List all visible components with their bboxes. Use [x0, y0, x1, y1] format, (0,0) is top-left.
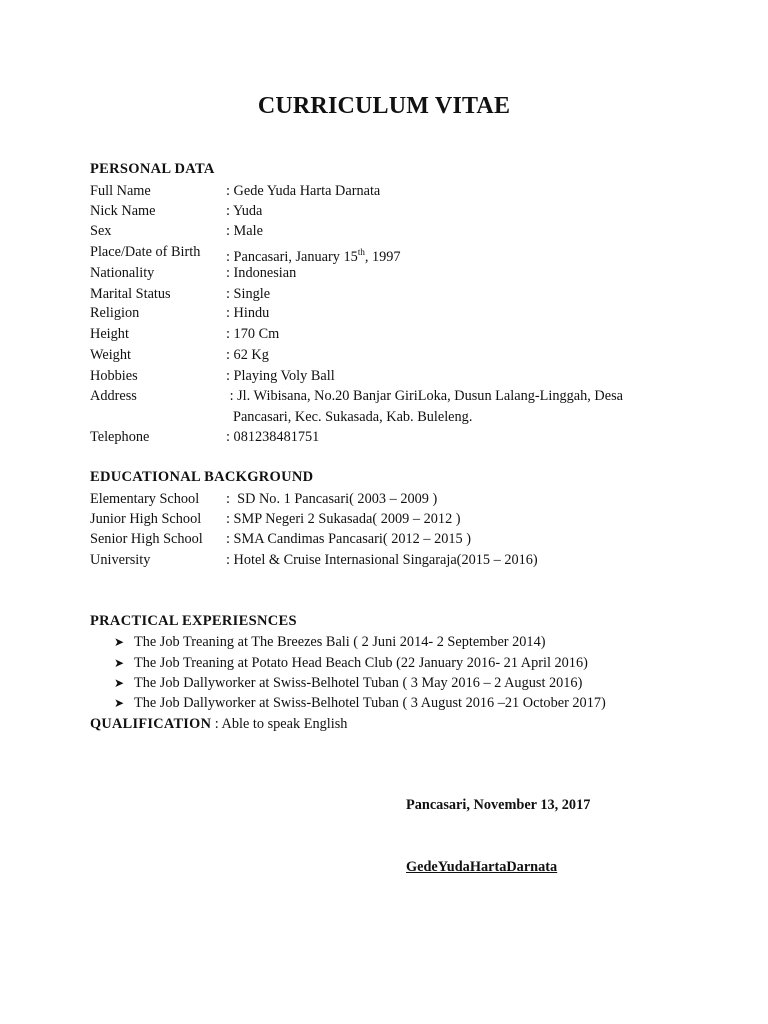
list-item — [114, 673, 582, 693]
field-label: Junior High School — [90, 511, 202, 527]
list-item — [114, 653, 588, 673]
field-label: Senior High School — [90, 531, 203, 547]
field-value: : Hotel & Cruise Internasional Singaraja(2015 – 2016) — [226, 552, 538, 568]
education-heading: EDUCATIONAL BACKGROUND — [90, 469, 314, 485]
qualification-value: : Able to speak English — [211, 716, 348, 732]
birth-value-ordinal: th — [357, 247, 365, 257]
address-continuation: Pancasari, Kec. Sukasada, Kab. Buleleng. — [233, 409, 473, 425]
field-label: Telephone — [90, 429, 150, 445]
list-item — [114, 632, 546, 652]
document-title: CURRICULUM VITAE — [257, 93, 511, 119]
field-label: Height — [90, 326, 129, 342]
field-value: : Male — [226, 223, 263, 239]
field-label: Address — [90, 388, 137, 404]
field-label: Hobbies — [90, 368, 138, 384]
qualification-label: QUALIFICATION — [90, 716, 212, 732]
experience-heading: PRACTICAL EXPERIESNCES — [90, 613, 297, 629]
experience-text: The Job Dallyworker at Swiss-Belhotel Tuban ( 3 August 2016 –21 October 2017) — [134, 695, 606, 711]
experience-text: The Job Treaning at Potato Head Beach Club (22 January 2016- 21 April 2016) — [134, 655, 588, 671]
field-label: Sex — [90, 223, 112, 239]
field-label: Nationality — [90, 265, 155, 281]
field-value: : SMA Candimas Pancasari( 2012 – 2015 ) — [226, 531, 472, 547]
field-label: Religion — [90, 305, 140, 321]
field-label: Weight — [90, 347, 131, 363]
arrowhead-bullet-icon: ➤ — [114, 676, 125, 690]
arrowhead-bullet-icon: ➤ — [114, 696, 125, 710]
birth-value-year: , 1997 — [364, 248, 401, 265]
field-value: : SMP Negeri 2 Sukasada( 2009 – 2012 ) — [226, 511, 461, 527]
list-item — [114, 693, 606, 713]
field-value: : Single — [226, 286, 271, 302]
field-value: : 170 Cm — [226, 326, 280, 342]
field-label: University — [90, 552, 151, 568]
field-value: : Gede Yuda Harta Darnata — [226, 183, 381, 199]
field-value: : Yuda — [226, 203, 263, 219]
field-value: : 081238481751 — [226, 429, 320, 445]
field-value: : SD No. 1 Pancasari( 2003 – 2009 ) — [226, 491, 438, 507]
experience-text: The Job Dallyworker at Swiss-Belhotel Tuban ( 3 May 2016 – 2 August 2016) — [134, 675, 583, 691]
field-label: Full Name — [90, 183, 151, 199]
field-value: : Indonesian — [226, 265, 297, 281]
arrowhead-bullet-icon: ➤ — [114, 656, 125, 670]
field-label: Place/Date of Birth — [90, 244, 201, 260]
field-label: Nick Name — [90, 203, 156, 219]
field-value: : Hindu — [226, 305, 270, 321]
field-label: Elementary School — [90, 491, 200, 507]
field-value: : Jl. Wibisana, No.20 Banjar GiriLoka, Dusun Lalang-Linggah, Desa — [226, 388, 624, 404]
field-label: Marital Status — [90, 286, 171, 302]
field-value: : 62 Kg — [226, 347, 269, 363]
place-date: Pancasari, November 13, 2017 — [406, 797, 591, 813]
birth-value-main: : Pancasari, January 15 — [226, 248, 358, 265]
qualification-row — [90, 714, 347, 734]
experience-text: The Job Treaning at The Breezes Bali ( 2 Juni 2014- 2 September 2014) — [134, 634, 546, 650]
field-value: : Playing Voly Ball — [226, 368, 335, 384]
signature-name: GedeYudaHartaDarnata — [406, 859, 558, 875]
arrowhead-bullet-icon: ➤ — [114, 635, 125, 649]
personal-data-heading: PERSONAL DATA — [90, 161, 215, 177]
